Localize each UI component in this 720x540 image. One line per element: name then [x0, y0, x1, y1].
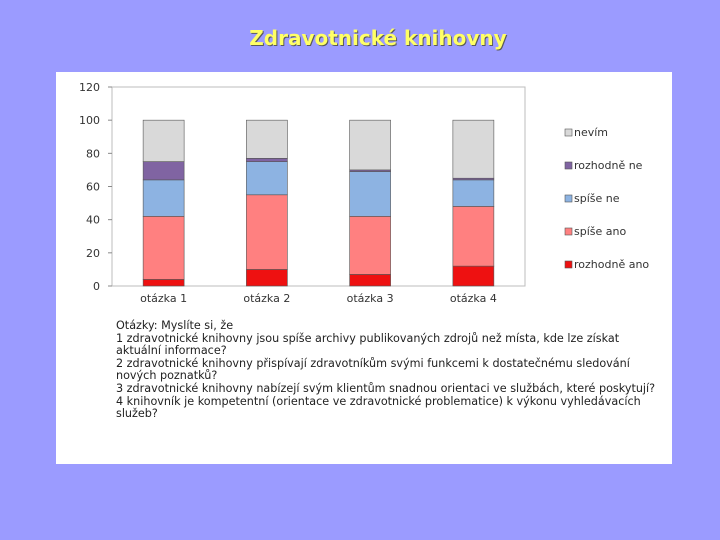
bar-segment — [453, 180, 494, 207]
legend-swatch — [565, 228, 572, 235]
bar-segment — [143, 162, 184, 180]
chart-panel — [56, 72, 672, 464]
x-tick-label: otázka 1 — [140, 292, 188, 305]
y-tick-label: 20 — [86, 246, 100, 260]
bar-segment — [350, 216, 391, 274]
slide-title: Zdravotnické knihovny — [249, 26, 507, 50]
bar-segment — [246, 269, 287, 286]
bar-segment — [143, 216, 184, 279]
bar-segment — [143, 279, 184, 286]
legend-label: spíše ano — [574, 225, 627, 238]
legend-label: nevím — [574, 126, 609, 139]
bar-segment — [246, 158, 287, 161]
y-tick-label: 120 — [79, 81, 100, 94]
y-tick-label: 80 — [86, 147, 100, 161]
y-tick-label: 40 — [86, 213, 100, 227]
legend-label: spíše ne — [574, 192, 620, 205]
bar-segment — [453, 120, 494, 178]
x-tick-label: otázka 2 — [243, 292, 291, 305]
legend-label: rozhodně ne — [574, 159, 643, 172]
bar-segment — [143, 180, 184, 216]
x-tick-label: otázka 4 — [449, 292, 497, 305]
bar-segment — [350, 120, 391, 170]
legend-swatch — [565, 129, 572, 136]
legend-swatch — [565, 195, 572, 202]
bar-segment — [246, 195, 287, 270]
bar-segment — [453, 206, 494, 266]
bar-segment — [246, 120, 287, 158]
y-tick-label: 100 — [79, 114, 100, 128]
bar-segment — [143, 120, 184, 161]
bar-segment — [453, 266, 494, 286]
survey-questions: Otázky: Myslíte si, že 1 zdravotnické knihovny jsou spíše archivy publikovaných zdrojů než místa, kde lze získat aktuální informace? 2 zdravotnické knihovny přispívají zdravotníkům svými funkcemi k dostatečnému sledování nových poznatků? 3 zdravotnické knihovny nabízejí svým klientům snadnou orientaci ve službách, které poskytují? 4 knihovník je kompetentní (orientace ve zdravotnické problematice) k výkonu vyhledávacích služeb? — [116, 319, 656, 421]
legend-swatch — [565, 261, 572, 268]
x-tick-label: otázka 3 — [346, 292, 394, 305]
y-tick-label: 0 — [93, 280, 100, 293]
bar-segment — [350, 274, 391, 286]
y-tick-label: 60 — [86, 180, 100, 194]
bar-segment — [246, 162, 287, 195]
legend-label: rozhodně ano — [574, 258, 650, 271]
legend-swatch — [565, 162, 572, 169]
bar-segment — [350, 172, 391, 217]
